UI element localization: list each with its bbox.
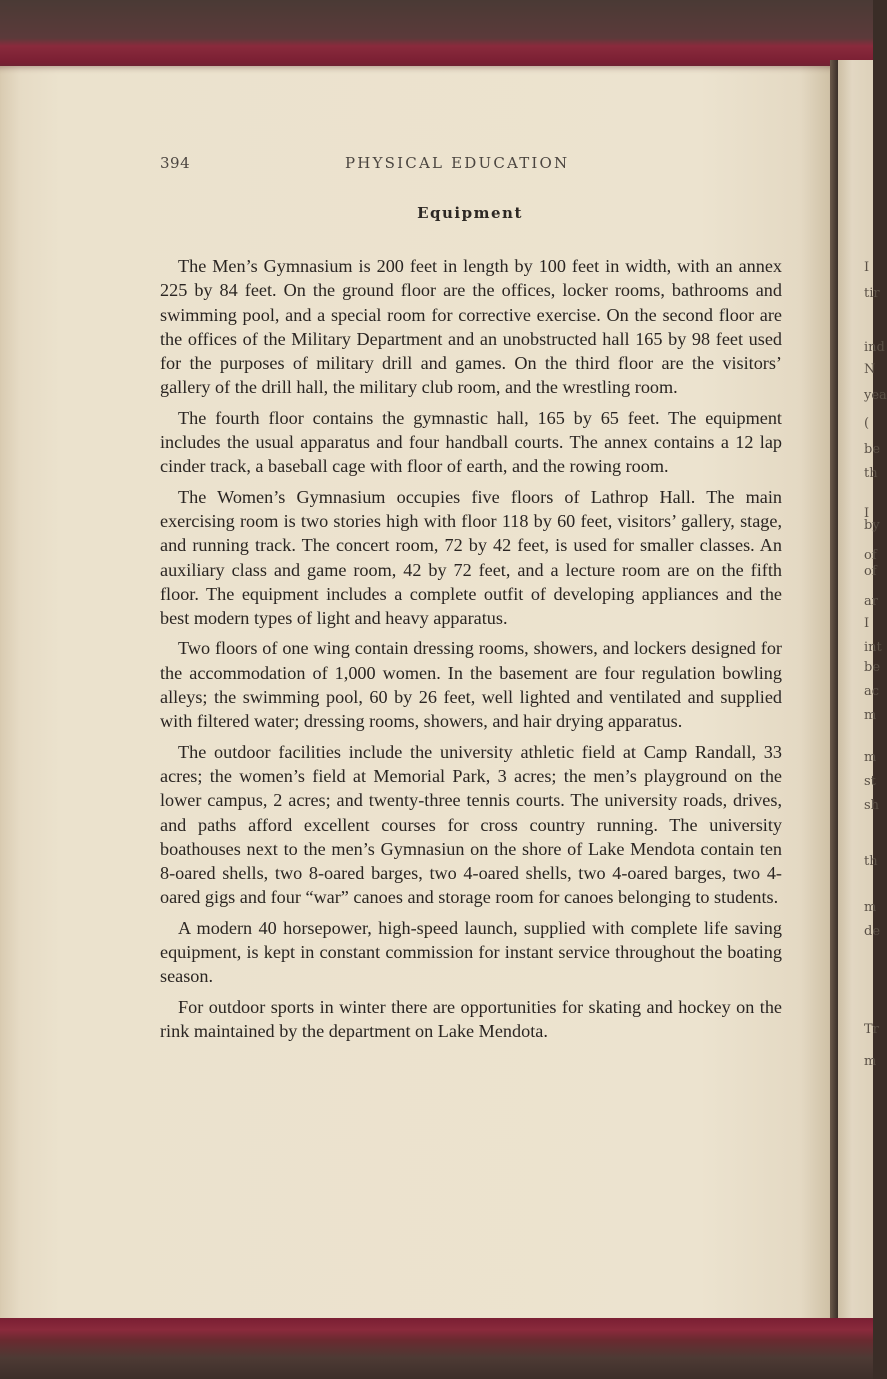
facing-page-fragment: de: [864, 924, 881, 939]
facing-page-fragment: yea: [864, 388, 887, 403]
facing-page-fragment: ind: [864, 340, 885, 355]
facing-page-fragment: int: [864, 640, 882, 655]
facing-page-fragment: m: [864, 708, 877, 723]
running-title: PHYSICAL EDUCATION: [345, 154, 570, 172]
facing-page-fragment: m: [864, 900, 877, 915]
facing-page-fragment: ar: [864, 594, 878, 609]
binding-bottom: [0, 1318, 873, 1379]
facing-page-fragment: be: [864, 442, 881, 457]
facing-page-fragment: m: [864, 750, 877, 765]
body-text: [160, 254, 782, 1049]
paragraph: The fourth floor contains the gymnastic hall, 165 by 65 feet. The equipment includes the usual apparatus and four handball courts. The annex contains a 12 lap cinder track, a baseball cage with floor of earth, and the rowing room.: [160, 407, 782, 477]
facing-page-fragment: sh: [864, 798, 880, 813]
facing-page-fragment: (: [864, 416, 870, 431]
facing-page-fragment: I: [864, 616, 870, 631]
paragraph: The outdoor facilities include the university athletic field at Camp Randall, 33 acres; the women’s field at Memorial Park, 3 acres; the men’s playground on the lower campus, 2 acres; and twenty-three tennis courts. The university roads, drives, and paths afford excellent courses for cross country running. The university boathouses next to the men’s Gymnasiun on the shore of Lake Mendota contain ten 8-oared shells, two 8-oared barges, two 4-oared shells, two 4-oared barges, two 4-oared gigs and four “war” canoes and storage room for canoes belonging to students.: [160, 741, 782, 908]
facing-page-fragment: Tr: [864, 1022, 879, 1037]
facing-page-fragment: st: [864, 774, 876, 789]
facing-page-fragment: th: [864, 466, 878, 481]
paragraph: Two floors of one wing contain dressing rooms, showers, and lockers designed for the accommodation of 1,000 women. In the basement are four regulation bowling alleys; the swimming pool, 60 by 26 feet, well lighted and ventilated and supplied with filtered water; dressing rooms, showers, and hair drying apparatus.: [160, 638, 782, 732]
facing-page-fragment: I: [864, 506, 870, 521]
facing-page-edge: [838, 60, 887, 1330]
page-number: 394: [160, 154, 191, 172]
paragraph: For outdoor sports in winter there are opportunities for skating and hockey on the rink maintained by the department on Lake Mendota.: [160, 996, 782, 1041]
gutter: [830, 60, 838, 1330]
facing-page-fragment: I: [864, 260, 870, 275]
page-header: [160, 154, 780, 178]
paragraph: The Women’s Gymnasium occupies five floors of Lathrop Hall. The main exercising room is two stories high with floor 118 by 60 feet, visitors’ gallery, stage, and running track. The concert room, 72 by 42 feet, is used for smaller classes. An auxiliary class and game room, 42 by 72 feet, and a lecture room are on the fifth floor. The equipment includes a complete outfit of developing appliances and the best modern types of light and heavy apparatus.: [160, 486, 782, 629]
facing-page-fragment: m: [864, 1054, 877, 1069]
binding-top: [0, 0, 873, 72]
section-title: Equipment: [417, 204, 523, 222]
paragraph: A modern 40 horsepower, high-speed launch, supplied with complete life saving equipment, is kept in constant commission for instant service throughout the boating season.: [160, 917, 782, 987]
facing-page-fragment: by: [864, 518, 880, 533]
facing-page-fragment: N: [864, 362, 876, 377]
facing-page-fragment: th: [864, 854, 878, 869]
paragraph: The Men’s Gymnasium is 200 feet in length by 100 feet in width, with an annex 225 by 84 feet. On the ground floor are the offices, locker rooms, bathrooms and swimming pool, and a special room for corrective exercise. On the second floor are the offices of the Military Department and an unobstructed hall 165 by 98 feet used for the purposes of military drill and games. On the third floor are the visitors’ gallery of the drill hall, the military club room, and the wrestling room.: [160, 256, 782, 398]
facing-page-fragment: ac: [864, 684, 880, 699]
facing-page-fragment: be: [864, 660, 881, 675]
facing-page-fragment: tir: [864, 286, 880, 301]
facing-page-fragment: of: [864, 548, 877, 563]
facing-page-fragment: of: [864, 564, 877, 579]
